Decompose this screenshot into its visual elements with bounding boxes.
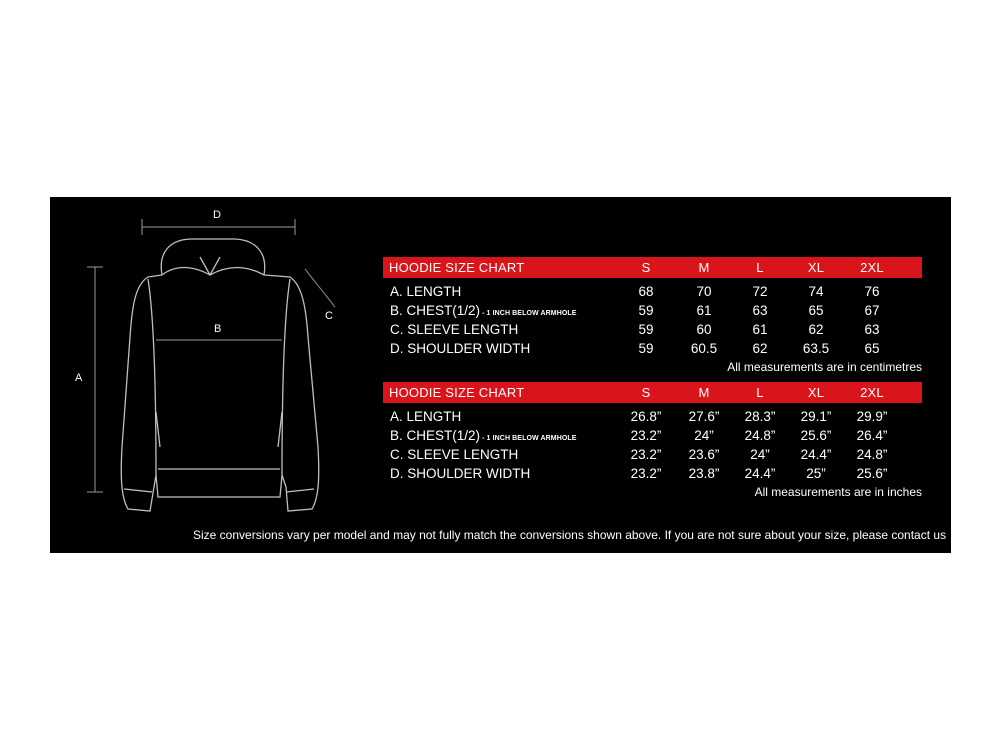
table-cell: 59 bbox=[638, 322, 654, 337]
table-cell: 25” bbox=[806, 466, 826, 481]
size-header-2xl: 2XL bbox=[860, 260, 884, 275]
size-header-xl: XL bbox=[807, 385, 825, 400]
table-cell: 63 bbox=[864, 322, 880, 337]
dimension-label-a: A bbox=[75, 372, 83, 384]
table-cell: 23.6” bbox=[688, 447, 720, 462]
table-row bbox=[383, 407, 922, 426]
size-header-m: M bbox=[698, 385, 710, 400]
table-cell: 27.6” bbox=[688, 409, 720, 424]
table-cell: 68 bbox=[638, 284, 654, 299]
size-header-s: S bbox=[641, 260, 651, 275]
row-label: C. SLEEVE LENGTH bbox=[390, 447, 519, 462]
size-header-m: M bbox=[698, 260, 710, 275]
table-cell: 62 bbox=[808, 322, 824, 337]
table-cell: 70 bbox=[696, 284, 712, 299]
table-title: HOODIE SIZE CHART bbox=[389, 385, 525, 400]
table-row bbox=[383, 339, 922, 358]
table-cell: 59 bbox=[638, 303, 654, 318]
table-cell: 67 bbox=[864, 303, 880, 318]
row-label: D. SHOULDER WIDTH bbox=[390, 341, 531, 356]
row-label: B. CHEST(1/2) - 1 INCH BELOW ARMHOLE bbox=[390, 303, 577, 318]
size-header-s: S bbox=[641, 385, 651, 400]
table-row bbox=[383, 320, 922, 339]
row-label: A. LENGTH bbox=[390, 409, 462, 424]
row-label: A. LENGTH bbox=[390, 284, 462, 299]
table-cell: 60 bbox=[696, 322, 712, 337]
table-cell: 63 bbox=[752, 303, 768, 318]
size-chart-panel bbox=[50, 197, 951, 553]
table-cell: 24.4” bbox=[744, 466, 776, 481]
table-header bbox=[383, 382, 922, 403]
table-row bbox=[383, 301, 922, 320]
table-cell: 74 bbox=[808, 284, 824, 299]
table-cell: 23.2” bbox=[630, 466, 662, 481]
size-table-cm bbox=[383, 257, 922, 374]
table-cell: 23.8” bbox=[688, 466, 720, 481]
table-cell: 29.9” bbox=[856, 409, 888, 424]
dimension-label-d: D bbox=[213, 209, 221, 221]
table-row bbox=[383, 445, 922, 464]
table-cell: 23.2” bbox=[630, 428, 662, 443]
size-header-l: L bbox=[756, 260, 764, 275]
table-cell: 63.5 bbox=[802, 341, 830, 356]
row-label: D. SHOULDER WIDTH bbox=[390, 466, 531, 481]
table-cell: 24” bbox=[694, 428, 714, 443]
table-cell: 24” bbox=[750, 447, 770, 462]
table-row bbox=[383, 426, 922, 445]
table-cell: 59 bbox=[638, 341, 654, 356]
table-cell: 23.2” bbox=[630, 447, 662, 462]
table-cell: 65 bbox=[864, 341, 880, 356]
table-cell: 65 bbox=[808, 303, 824, 318]
table-cell: 72 bbox=[752, 284, 768, 299]
table-cell: 76 bbox=[864, 284, 880, 299]
hoodie-outline-icon bbox=[50, 197, 380, 527]
size-table-inches bbox=[383, 382, 922, 499]
size-header-xl: XL bbox=[807, 260, 825, 275]
size-header-2xl: 2XL bbox=[860, 385, 884, 400]
table-cell: 29.1” bbox=[800, 409, 832, 424]
units-note: All measurements are in centimetres bbox=[727, 360, 922, 374]
hoodie-diagram bbox=[50, 197, 380, 527]
table-cell: 62 bbox=[752, 341, 768, 356]
table-cell: 61 bbox=[752, 322, 768, 337]
table-cell: 24.8” bbox=[856, 447, 888, 462]
table-cell: 28.3” bbox=[744, 409, 776, 424]
table-cell: 26.8” bbox=[630, 409, 662, 424]
table-header bbox=[383, 257, 922, 278]
row-sublabel: - 1 INCH BELOW ARMHOLE bbox=[480, 310, 577, 317]
dimension-label-c: C bbox=[325, 310, 333, 322]
size-disclaimer: Size conversions vary per model and may not fully match the conversions shown above. If you are not sure about your size, please contact us bbox=[193, 528, 947, 542]
table-cell: 25.6” bbox=[856, 466, 888, 481]
table-cell: 24.4” bbox=[800, 447, 832, 462]
table-title: HOODIE SIZE CHART bbox=[389, 260, 525, 275]
row-label: C. SLEEVE LENGTH bbox=[390, 322, 519, 337]
table-cell: 24.8” bbox=[744, 428, 776, 443]
table-cell: 61 bbox=[696, 303, 712, 318]
size-header-l: L bbox=[756, 385, 764, 400]
table-cell: 26.4” bbox=[856, 428, 888, 443]
dimension-label-b: B bbox=[214, 323, 222, 335]
row-sublabel: - 1 INCH BELOW ARMHOLE bbox=[480, 435, 577, 442]
units-note: All measurements are in inches bbox=[754, 485, 922, 499]
table-cell: 60.5 bbox=[690, 341, 718, 356]
table-row bbox=[383, 464, 922, 483]
table-row bbox=[383, 282, 922, 301]
table-cell: 25.6” bbox=[800, 428, 832, 443]
row-label: B. CHEST(1/2) - 1 INCH BELOW ARMHOLE bbox=[390, 428, 577, 443]
